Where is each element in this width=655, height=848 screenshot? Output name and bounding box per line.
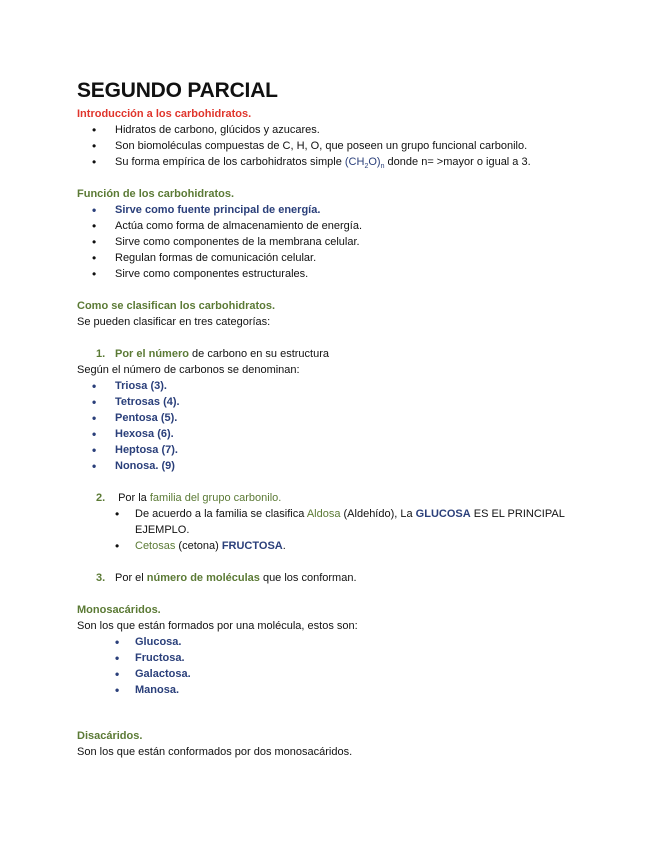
list-item: • Fructosa. bbox=[77, 650, 577, 666]
formula-lead: Su forma empírica de los carbohidratos simple bbox=[115, 156, 342, 168]
list-item: • Glucosa. bbox=[77, 634, 577, 650]
list-item: • Cetosas (cetona) FRUCTOSA. bbox=[77, 538, 577, 554]
intro-list bbox=[77, 122, 577, 170]
mono-list bbox=[77, 634, 577, 698]
list-item: • Triosa (3). bbox=[77, 378, 577, 394]
funcion-heading: Función de los carbohidratos. bbox=[77, 188, 235, 200]
numbered-item-1: 1. Por el número de carbono en su estructura bbox=[96, 348, 329, 360]
disa-intro: Son los que están conformados por dos monosacáridos. bbox=[77, 746, 353, 758]
list-item: • Hidratos de carbono, glúcidos y azucares. bbox=[77, 122, 577, 138]
carbonos-intro: Según el número de carbonos se denominan: bbox=[77, 364, 300, 376]
mono-heading: Monosacáridos. bbox=[77, 604, 161, 616]
list-item: • Galactosa. bbox=[77, 666, 577, 682]
page-title: SEGUNDO PARCIAL bbox=[77, 79, 278, 102]
list-item: • Sirve como fuente principal de energía. bbox=[77, 202, 577, 218]
document-page bbox=[77, 78, 577, 760]
list-item: • Hexosa (6). bbox=[77, 426, 577, 442]
list-item: • Regulan formas de comunicación celular. bbox=[77, 250, 577, 266]
clasificacion-heading: Como se clasifican los carbohidratos. bbox=[77, 300, 276, 312]
list-item: • Heptosa (7). bbox=[77, 442, 577, 458]
list-item: • Son biomoléculas compuestas de C, H, O, que poseen un grupo funcional carbonilo. bbox=[77, 138, 577, 154]
list-item: • Tetrosas (4). bbox=[77, 394, 577, 410]
numbered-item-3: 3. Por el número de moléculas que los conforman. bbox=[96, 572, 357, 584]
disa-heading: Disacáridos. bbox=[77, 730, 143, 742]
familia-list bbox=[77, 506, 577, 554]
formula: $(CH_2O)_n$ bbox=[344, 156, 385, 171]
list-item: • Sirve como componentes estructurales. bbox=[77, 266, 577, 282]
intro-heading: Introducción a los carbohidratos. bbox=[77, 108, 252, 120]
list-item: • Sirve como componentes de la membrana celular. bbox=[77, 234, 577, 250]
carbonos-list bbox=[77, 378, 577, 474]
numbered-item-2: 2. Por la familia del grupo carbonilo. bbox=[96, 492, 282, 504]
formula-tail: donde n= >mayor o igual a 3. bbox=[384, 156, 531, 168]
list-item: • Pentosa (5). bbox=[77, 410, 577, 426]
list-item: • Manosa. bbox=[77, 682, 577, 698]
funcion-list bbox=[77, 202, 577, 282]
list-item bbox=[77, 154, 577, 170]
clasificacion-intro: Se pueden clasificar en tres categorías: bbox=[77, 316, 271, 328]
list-item: • De acuerdo a la familia se clasifica Aldosa (Aldehído), La GLUCOSA ES EL PRINCIPAL EJEMPLO. bbox=[77, 506, 577, 538]
list-item: • Actúa como forma de almacenamiento de energía. bbox=[77, 218, 577, 234]
list-item: • Nonosa. (9) bbox=[77, 458, 577, 474]
mono-intro: Son los que están formados por una molécula, estos son: bbox=[77, 620, 358, 632]
